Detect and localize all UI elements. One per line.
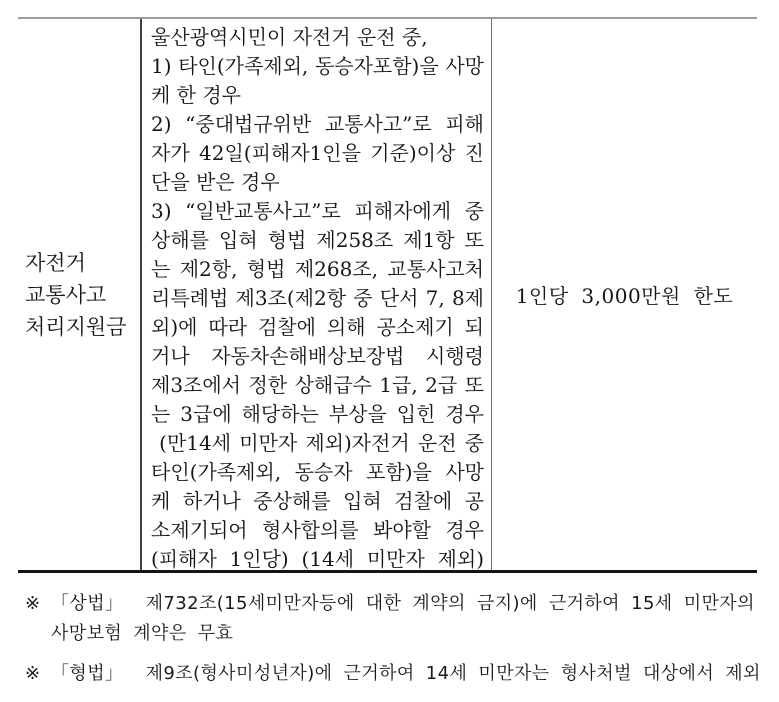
footnote-line: 「상법」 제732조(15세미만자등에 대한 계약의 금지)에 근거하여 15세 미만자의: [51, 593, 755, 614]
condition-line: (피해자 1인당) (14세 미만자 제외): [151, 547, 484, 570]
condition-line: 소제기되어 형사합의를 봐야할 경우: [151, 518, 484, 542]
condition-line: 타인(가족제외, 동승자 포함)을 사망: [151, 460, 484, 484]
condition-line: 단을 받은 경우: [151, 170, 280, 194]
condition-line: 제3조에서 정한 상해급수 1급, 2급 또: [151, 373, 484, 397]
limit-text: 1인당 3,000만원 한도: [515, 284, 734, 308]
row-header-line: 처리지원금: [25, 314, 127, 339]
row-header-label: [25, 247, 133, 343]
condition-line: 1) 타인(가족제외, 동승자포함)을 사망: [151, 54, 484, 78]
benefit-table: [18, 17, 757, 573]
condition-line: 는 3급에 해당하는 부상을 입힌 경우: [151, 402, 484, 426]
footnote-body: [51, 589, 767, 649]
condition-line: (만14세 미만자 제외)자전거 운전 중: [151, 431, 484, 455]
conditions-cell: [140, 19, 492, 570]
footnote-body: [51, 659, 767, 689]
condition-line: 3) “일반교통사고”로 피해자에게 중: [151, 199, 484, 223]
condition-line: 2) “중대법규위반 교통사고”로 피해: [151, 112, 484, 136]
reference-mark-icon: ※: [25, 593, 41, 614]
row-header-line: 자전거: [25, 250, 86, 275]
condition-line: 거나 자동차손해배상보장법 시행령: [151, 344, 484, 368]
condition-line: 상해를 입혀 형법 제258조 제1항 또: [151, 228, 484, 252]
footnote-line: 「형법」 제9조(형사미성년자)에 근거하여 14세 미만자는 형사처벌 대상에서 제외: [51, 663, 761, 684]
footnote-line: 사망보험 계약은 무효: [51, 623, 234, 644]
condition-line: 울산광역시민이 자전거 운전 중,: [151, 25, 428, 49]
reference-mark-icon: ※: [25, 663, 41, 684]
footnote-hyeongbeop: [25, 659, 767, 689]
condition-line: 는 제2항, 형법 제268조, 교통사고처: [151, 257, 484, 281]
condition-line: 케 한 경우: [151, 83, 241, 107]
condition-line: 리특례법 제3조(제2항 중 단서 7, 8제: [151, 286, 484, 310]
condition-line: 외)에 따라 검찰에 의해 공소제기 되: [151, 315, 484, 339]
row-header-line: 교통사고: [25, 282, 107, 307]
footnotes: [25, 589, 767, 689]
row-header-cell: [18, 19, 140, 570]
footnote-sangbeop: [25, 589, 767, 649]
limit-cell: [492, 19, 757, 570]
condition-line: 케 하거나 중상해를 입혀 검찰에 공: [151, 489, 484, 513]
condition-line: 자가 42일(피해자1인을 기준)이상 진: [151, 141, 484, 165]
